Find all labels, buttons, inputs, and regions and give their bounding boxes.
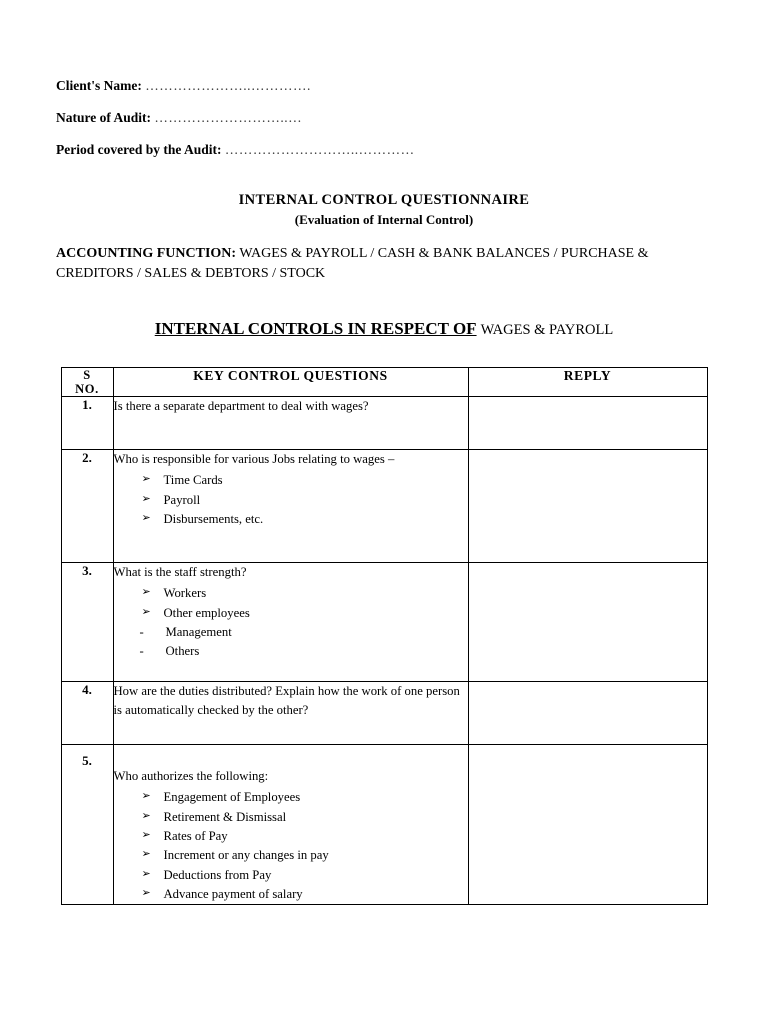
list-item-label: Workers xyxy=(163,586,207,601)
list-item-label: Time Cards xyxy=(163,473,223,488)
row-reply-cell[interactable] xyxy=(468,682,707,745)
table-row xyxy=(61,682,707,745)
row-bullet-list xyxy=(114,471,468,529)
list-item-label: Increment or any changes in pay xyxy=(163,848,329,863)
arrow-bullet-icon: ➢ xyxy=(141,790,151,803)
nature-of-audit-label: Nature of Audit: xyxy=(56,110,152,125)
list-item xyxy=(142,604,468,623)
row-question-text: Who is responsible for various Jobs relating to wages – xyxy=(113,452,395,467)
accounting-function-value: WAGES & PAYROLL / CASH & BANK BALANCES / PURCHASE & CREDITORS / SALES & DEBTORS / STOCK xyxy=(56,246,649,282)
list-item-label: Retirement & Dismissal xyxy=(163,809,287,824)
arrow-bullet-icon: ➢ xyxy=(141,586,151,599)
arrow-bullet-icon: ➢ xyxy=(141,848,151,861)
row-question-cell xyxy=(113,450,468,563)
row-reply-cell[interactable] xyxy=(468,745,707,905)
period-covered-label: Period covered by the Audit: xyxy=(56,142,222,157)
list-item-label: Rates of Pay xyxy=(163,828,228,843)
row-serial-number: 3. xyxy=(61,563,113,682)
list-item xyxy=(142,510,468,529)
row-question-cell xyxy=(113,745,468,905)
list-item-label: Payroll xyxy=(163,492,201,507)
list-item xyxy=(140,623,468,642)
control-questions-table xyxy=(61,367,708,906)
arrow-bullet-icon: ➢ xyxy=(141,886,151,899)
client-name-blank[interactable]: …………………..…………. xyxy=(145,78,311,93)
list-item xyxy=(140,642,468,661)
arrow-bullet-icon: ➢ xyxy=(141,511,151,524)
list-item xyxy=(142,885,468,904)
row-serial-number: 4. xyxy=(61,682,113,745)
row-bullet-list xyxy=(114,584,468,623)
document-title: INTERNAL CONTROL QUESTIONNAIRE xyxy=(238,192,530,208)
period-covered-field xyxy=(56,142,712,158)
period-covered-blank[interactable]: ………………………..………… xyxy=(224,142,415,157)
list-item xyxy=(142,584,468,603)
table-row xyxy=(61,450,707,563)
table-row xyxy=(61,397,707,450)
list-item xyxy=(142,827,468,846)
list-item-label: Disbursements, etc. xyxy=(163,511,264,526)
row-serial-number: 1. xyxy=(61,397,113,450)
dash-bullet-icon: - xyxy=(139,624,144,639)
client-name-field xyxy=(56,78,712,94)
list-item xyxy=(142,491,468,510)
list-item-label: Advance payment of salary xyxy=(163,886,303,901)
row-reply-cell[interactable] xyxy=(468,450,707,563)
client-name-label: Client's Name: xyxy=(56,78,142,93)
dash-bullet-icon: - xyxy=(139,644,144,659)
header-reply: REPLY xyxy=(468,367,707,397)
row-question-cell xyxy=(113,397,468,450)
row-question-cell xyxy=(113,563,468,682)
table-header-row xyxy=(61,367,707,397)
row-serial-number: 2. xyxy=(61,450,113,563)
list-item xyxy=(142,846,468,865)
row-question-text: What is the staff strength? xyxy=(113,565,247,580)
section-heading xyxy=(56,319,712,339)
accounting-function-label: ACCOUNTING FUNCTION: xyxy=(56,246,237,261)
header-serial-number xyxy=(61,367,113,397)
row-reply-cell[interactable] xyxy=(468,563,707,682)
list-item xyxy=(142,471,468,490)
row-serial-number: 5. xyxy=(61,745,113,905)
arrow-bullet-icon: ➢ xyxy=(141,867,151,880)
row-question-cell xyxy=(113,682,468,745)
nature-of-audit-field xyxy=(56,110,712,126)
document-subtitle: (Evaluation of Internal Control) xyxy=(294,212,474,227)
list-item-label: Engagement of Employees xyxy=(163,790,301,805)
arrow-bullet-icon: ➢ xyxy=(141,473,151,486)
row-reply-cell[interactable] xyxy=(468,397,707,450)
list-item xyxy=(142,866,468,885)
accounting-function-line xyxy=(56,244,712,285)
arrow-bullet-icon: ➢ xyxy=(141,809,151,822)
row-question-text: How are the duties distributed? Explain how the work of one person is automatically checked by the other? xyxy=(113,684,460,718)
title-block xyxy=(56,192,712,228)
list-item-label: Deductions from Pay xyxy=(163,867,272,882)
list-item-label: Other employees xyxy=(163,605,250,620)
header-key-control-questions: KEY CONTROL QUESTIONS xyxy=(113,367,468,397)
arrow-bullet-icon: ➢ xyxy=(141,828,151,841)
list-item xyxy=(142,788,468,807)
row-question-text: Is there a separate department to deal with wages? xyxy=(113,399,369,414)
arrow-bullet-icon: ➢ xyxy=(141,492,151,505)
section-heading-prefix: INTERNAL CONTROLS IN RESPECT OF xyxy=(154,318,477,338)
header-serial-line1: S xyxy=(83,367,91,382)
row-subbullet-list xyxy=(114,623,468,662)
arrow-bullet-icon: ➢ xyxy=(141,605,151,618)
list-item-label: Others xyxy=(165,644,200,659)
table-row xyxy=(61,745,707,905)
table-row xyxy=(61,563,707,682)
list-item xyxy=(142,808,468,827)
section-heading-suffix: WAGES & PAYROLL xyxy=(480,321,614,338)
row-bullet-list xyxy=(114,788,468,904)
list-item-label: Management xyxy=(165,624,232,639)
row-question-text: Who authorizes the following: xyxy=(113,769,269,784)
header-serial-line2: NO. xyxy=(75,381,99,396)
nature-of-audit-blank[interactable]: ………………………..… xyxy=(154,110,303,125)
